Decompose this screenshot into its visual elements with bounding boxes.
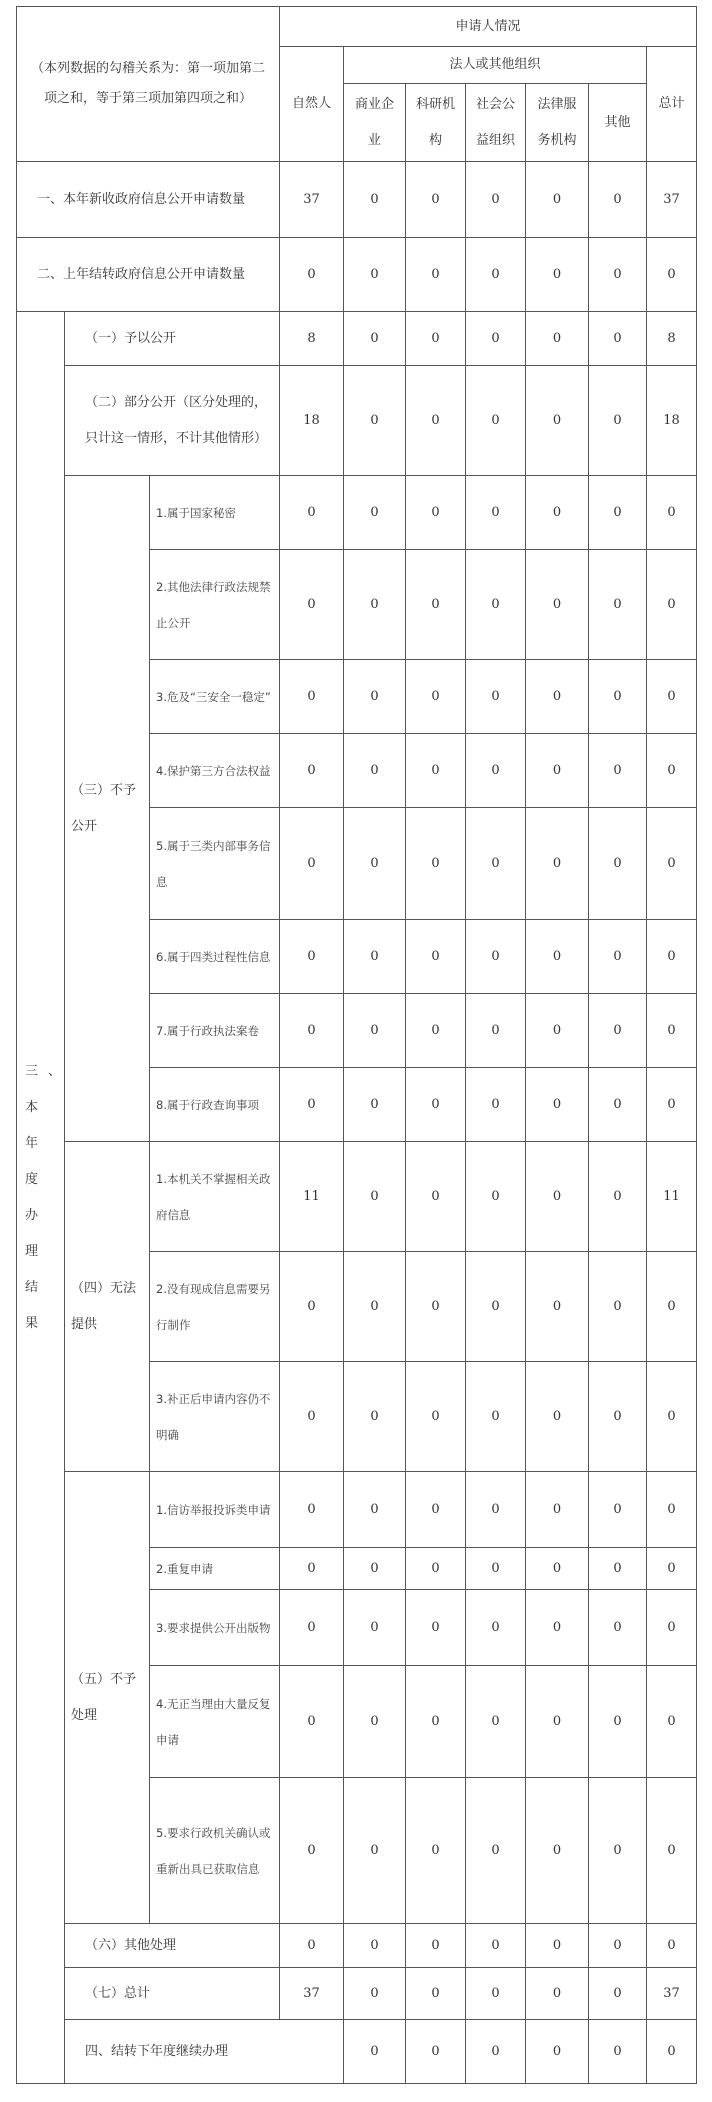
cell: 0 <box>280 1590 344 1666</box>
cell: 0 <box>344 1666 406 1778</box>
row-label: 5.属于三类内部事务信息 <box>150 808 280 920</box>
cell: 0 <box>589 476 647 550</box>
cell: 0 <box>466 1924 526 1968</box>
cell: 0 <box>406 476 466 550</box>
cell: 0 <box>344 238 406 312</box>
cell: 0 <box>466 238 526 312</box>
row-label: 二、上年结转政府信息公开申请数量 <box>17 238 280 312</box>
cell: 0 <box>406 550 466 660</box>
col-header-total: 总计 <box>647 47 697 162</box>
cell: 0 <box>589 1252 647 1362</box>
cell: 0 <box>280 1924 344 1968</box>
cell: 0 <box>406 994 466 1068</box>
cell: 0 <box>280 1068 344 1142</box>
cell: 0 <box>466 1362 526 1472</box>
cell: 0 <box>526 162 589 238</box>
col-header-legal-service: 法律服务机构 <box>526 84 589 162</box>
row-label: （六）其他处理 <box>65 1924 280 1968</box>
cell: 0 <box>466 366 526 476</box>
cell: 0 <box>406 1968 466 2020</box>
row-label: 1.属于国家秘密 <box>150 476 280 550</box>
row-label: 6.属于四类过程性信息 <box>150 920 280 994</box>
cell: 0 <box>589 734 647 808</box>
cell: 0 <box>344 1968 406 2020</box>
cell: 0 <box>344 366 406 476</box>
cell: 0 <box>466 550 526 660</box>
cell: 0 <box>344 1068 406 1142</box>
cell: 0 <box>526 366 589 476</box>
cell: 0 <box>406 1924 466 1968</box>
cell: 0 <box>526 1068 589 1142</box>
header-legal-group: 法人或其他组织 <box>344 47 647 84</box>
cell: 0 <box>647 1666 697 1778</box>
cell: 0 <box>406 1778 466 1924</box>
cell: 37 <box>280 1968 344 2020</box>
cell: 0 <box>406 1590 466 1666</box>
table-row <box>17 366 697 476</box>
cell: 0 <box>280 920 344 994</box>
cell: 0 <box>280 994 344 1068</box>
gov-info-disclosure-table <box>16 6 697 2084</box>
cell: 0 <box>344 1142 406 1252</box>
cell: 0 <box>406 2020 466 2084</box>
cell: 8 <box>647 312 697 366</box>
cell: 0 <box>280 1666 344 1778</box>
cell: 0 <box>589 550 647 660</box>
cell: 11 <box>647 1142 697 1252</box>
cell: 0 <box>406 366 466 476</box>
cell: 0 <box>344 550 406 660</box>
cell: 0 <box>526 1252 589 1362</box>
cell: 0 <box>406 1068 466 1142</box>
table-row <box>17 1968 697 2020</box>
cell: 0 <box>406 1362 466 1472</box>
cell: 0 <box>589 366 647 476</box>
cell: 0 <box>466 920 526 994</box>
cell: 0 <box>344 1548 406 1590</box>
cell: 0 <box>344 1924 406 1968</box>
cell: 0 <box>406 1142 466 1252</box>
table-row <box>17 1142 697 1252</box>
col-header-research: 科研机构 <box>406 84 466 162</box>
row-label: 8.属于行政查询事项 <box>150 1068 280 1142</box>
row-label: （七）总计 <box>65 1968 280 2020</box>
cell: 0 <box>344 1252 406 1362</box>
cell: 0 <box>466 1590 526 1666</box>
cell: 0 <box>280 1548 344 1590</box>
cell: 0 <box>344 476 406 550</box>
cell: 0 <box>344 1472 406 1548</box>
cell: 0 <box>647 1924 697 1968</box>
cell: 0 <box>406 238 466 312</box>
cell: 0 <box>280 660 344 734</box>
cell: 0 <box>526 1548 589 1590</box>
cell: 18 <box>280 366 344 476</box>
table-row <box>17 312 697 366</box>
row-label: 3.要求提供公开出版物 <box>150 1590 280 1666</box>
cell: 0 <box>466 1142 526 1252</box>
cell: 0 <box>344 808 406 920</box>
cell: 0 <box>647 1068 697 1142</box>
cell: 0 <box>526 660 589 734</box>
cell: 0 <box>647 238 697 312</box>
cell: 0 <box>406 1666 466 1778</box>
row-label: 1.信访举报投诉类申请 <box>150 1472 280 1548</box>
cell: 0 <box>589 1548 647 1590</box>
cell: 0 <box>526 1590 589 1666</box>
cell: 0 <box>526 808 589 920</box>
cell: 0 <box>647 550 697 660</box>
cell: 0 <box>526 994 589 1068</box>
cell: 0 <box>589 1362 647 1472</box>
row-label: 1.本机关不掌握相关政府信息 <box>150 1142 280 1252</box>
table-row <box>17 162 697 238</box>
header-applicant: 申请人情况 <box>280 7 697 47</box>
cell: 0 <box>589 162 647 238</box>
cell: 0 <box>647 2020 697 2084</box>
cell: 0 <box>466 1548 526 1590</box>
cell: 0 <box>280 1362 344 1472</box>
cell: 0 <box>280 808 344 920</box>
table-row <box>17 1472 697 1548</box>
cell: 0 <box>526 734 589 808</box>
row-label: 4.无正当理由大量反复申请 <box>150 1666 280 1778</box>
cell: 0 <box>526 238 589 312</box>
cell: 0 <box>344 660 406 734</box>
row-label: （二）部分公开（区分处理的，只计这一情形，不计其他情形） <box>65 366 280 476</box>
cell: 0 <box>526 1666 589 1778</box>
cell: 0 <box>406 808 466 920</box>
cell: 0 <box>647 660 697 734</box>
table-row <box>17 476 697 550</box>
cell: 0 <box>466 1068 526 1142</box>
cell: 0 <box>647 1778 697 1924</box>
row-label: 5.要求行政机关确认或重新出具已获取信息 <box>150 1778 280 1924</box>
cell: 0 <box>344 920 406 994</box>
cell: 0 <box>589 238 647 312</box>
cell: 0 <box>344 994 406 1068</box>
cell: 0 <box>466 2020 526 2084</box>
cell: 0 <box>280 238 344 312</box>
cell: 0 <box>589 1068 647 1142</box>
cell: 0 <box>526 1362 589 1472</box>
cell: 0 <box>406 162 466 238</box>
cell: 0 <box>344 734 406 808</box>
cell: 0 <box>466 162 526 238</box>
cell: 0 <box>526 1472 589 1548</box>
cell: 8 <box>280 312 344 366</box>
cell: 0 <box>647 734 697 808</box>
cell: 0 <box>526 312 589 366</box>
cell: 0 <box>526 550 589 660</box>
cell: 0 <box>344 162 406 238</box>
col-header-natural-person: 自然人 <box>280 47 344 162</box>
cell: 0 <box>406 1548 466 1590</box>
cell: 0 <box>589 994 647 1068</box>
cell: 0 <box>406 312 466 366</box>
row-label: 7.属于行政执法案卷 <box>150 994 280 1068</box>
cell: 0 <box>589 1924 647 1968</box>
cell: 0 <box>647 476 697 550</box>
row-label: 2.其他法律行政法规禁止公开 <box>150 550 280 660</box>
row-label: 四、结转下年度继续办理 <box>65 2020 344 2084</box>
col-header-other: 其他 <box>589 84 647 162</box>
row-label: 3.危及“三安全一稳定” <box>150 660 280 734</box>
section-3-label: 三、本年度办理结果 <box>17 312 65 2084</box>
group-4-label: （四）无法提供 <box>65 1142 150 1472</box>
cell: 0 <box>466 1968 526 2020</box>
cell: 0 <box>280 476 344 550</box>
cell: 0 <box>526 1968 589 2020</box>
cell: 0 <box>589 1666 647 1778</box>
cell: 0 <box>466 1472 526 1548</box>
cell: 0 <box>526 1778 589 1924</box>
cell: 0 <box>406 660 466 734</box>
cell: 0 <box>647 808 697 920</box>
cell: 37 <box>280 162 344 238</box>
cell: 0 <box>647 1472 697 1548</box>
row-label: 一、本年新收政府信息公开申请数量 <box>17 162 280 238</box>
col-header-business: 商业企业 <box>344 84 406 162</box>
cell: 0 <box>280 1778 344 1924</box>
header-note: （本列数据的勾稽关系为：第一项加第二项之和，等于第三项加第四项之和） <box>17 7 280 162</box>
cell: 0 <box>466 312 526 366</box>
cell: 0 <box>526 2020 589 2084</box>
cell: 0 <box>466 808 526 920</box>
row-label: 3.补正后申请内容仍不明确 <box>150 1362 280 1472</box>
row-label: 2.重复申请 <box>150 1548 280 1590</box>
cell: 0 <box>280 1472 344 1548</box>
table-row <box>17 238 697 312</box>
cell: 0 <box>344 2020 406 2084</box>
cell: 0 <box>344 312 406 366</box>
cell: 0 <box>589 660 647 734</box>
cell: 0 <box>647 1590 697 1666</box>
cell: 0 <box>280 550 344 660</box>
cell: 0 <box>589 1472 647 1548</box>
col-header-public-welfare: 社会公益组织 <box>466 84 526 162</box>
cell: 0 <box>647 1362 697 1472</box>
cell: 0 <box>589 312 647 366</box>
cell: 0 <box>647 920 697 994</box>
group-5-label: （五）不予处理 <box>65 1472 150 1924</box>
table-row <box>17 2020 697 2084</box>
cell: 0 <box>466 660 526 734</box>
cell: 0 <box>647 1252 697 1362</box>
cell: 0 <box>280 1252 344 1362</box>
cell: 0 <box>526 1142 589 1252</box>
group-3-label: （三）不予公开 <box>65 476 150 1142</box>
cell: 0 <box>466 476 526 550</box>
row-label: （一）予以公开 <box>65 312 280 366</box>
cell: 0 <box>406 1472 466 1548</box>
cell: 37 <box>647 1968 697 2020</box>
cell: 0 <box>344 1778 406 1924</box>
cell: 0 <box>526 920 589 994</box>
cell: 11 <box>280 1142 344 1252</box>
cell: 37 <box>647 162 697 238</box>
cell: 0 <box>466 1666 526 1778</box>
cell: 0 <box>406 1252 466 1362</box>
cell: 0 <box>526 476 589 550</box>
cell: 0 <box>589 1590 647 1666</box>
cell: 0 <box>589 1778 647 1924</box>
cell: 0 <box>589 2020 647 2084</box>
cell: 18 <box>647 366 697 476</box>
cell: 0 <box>589 920 647 994</box>
cell: 0 <box>589 808 647 920</box>
cell: 0 <box>466 734 526 808</box>
cell: 0 <box>466 994 526 1068</box>
cell: 0 <box>406 734 466 808</box>
cell: 0 <box>647 994 697 1068</box>
cell: 0 <box>344 1590 406 1666</box>
cell: 0 <box>647 1548 697 1590</box>
cell: 0 <box>280 734 344 808</box>
cell: 0 <box>344 1362 406 1472</box>
cell: 0 <box>589 1968 647 2020</box>
row-label: 4.保护第三方合法权益 <box>150 734 280 808</box>
row-label: 2.没有现成信息需要另行制作 <box>150 1252 280 1362</box>
cell: 0 <box>406 920 466 994</box>
cell: 0 <box>589 1142 647 1252</box>
table-row <box>17 1924 697 1968</box>
cell: 0 <box>526 1924 589 1968</box>
cell: 0 <box>466 1252 526 1362</box>
cell: 0 <box>466 1778 526 1924</box>
